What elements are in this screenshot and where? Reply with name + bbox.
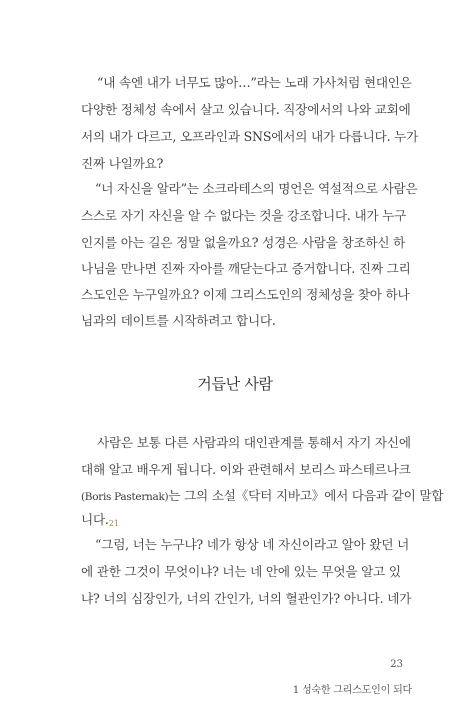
text-line: 인지를 아는 길은 정말 없을까요? 성경은 사람을 창조하신 하 bbox=[81, 235, 406, 250]
text-fragment: 니다. bbox=[81, 512, 109, 527]
text-line: 대해 알고 배우게 됩니다. 이와 관련해서 보리스 파스테르나크 bbox=[81, 462, 411, 477]
text-line: “너 자신을 알라”는 소크라테스의 명언은 역설적으로 사람은 bbox=[95, 181, 418, 196]
author-name: (Boris Pasternak) bbox=[81, 491, 169, 503]
footnote-marker[interactable]: 21 bbox=[108, 519, 119, 528]
text-line: 스스로 자기 자신을 알 수 없다는 것을 강조합니다. 내가 누구 bbox=[81, 208, 407, 223]
text-line: 나님을 만나면 진짜 자아를 깨닫는다고 증거합니다. 진짜 그리 bbox=[81, 261, 411, 276]
text-line: 스도인은 누구일까요? 이제 그리스도인의 정체성을 찾아 하나 bbox=[81, 287, 410, 302]
text-fragment: 는 그의 소설《닥터 지바고》에서 다음과 같이 말합 bbox=[168, 488, 444, 503]
text-line: “내 속엔 내가 너무도 많아…”라는 노래 가사처럼 현대인은 bbox=[97, 75, 412, 90]
text-line: 서의 내가 다르고, 오프라인과 SNS에서의 내가 다릅니다. 누가 bbox=[81, 129, 419, 144]
text-line: 냐? 너의 심장인가, 너의 간인가, 너의 혈관인가? 아니다. 네가 bbox=[81, 591, 412, 606]
section-heading: 거듭난 사람 bbox=[197, 375, 273, 393]
text-line: “그럼, 너는 누구냐? 네가 항상 네 자신이라고 알아 왔던 너 bbox=[95, 537, 410, 552]
text-line: 다양한 정체성 속에서 살고 있습니다. 직장에서의 나와 교회에 bbox=[81, 102, 411, 117]
running-footer-title: 1 성숙한 그리스도인이 되다 bbox=[292, 685, 412, 696]
page-number: 23 bbox=[390, 659, 403, 670]
text-line bbox=[81, 488, 443, 505]
text-line: 사람은 보통 다른 사람과의 대인관계를 통해서 자기 자신에 bbox=[97, 435, 411, 450]
text-line: 에 관한 그것이 무엇이냐? 너는 네 안에 있는 무엇을 알고 있 bbox=[81, 564, 401, 579]
text-line: 진짜 나일까요? bbox=[81, 156, 164, 171]
text-line: 님과의 데이트를 시작하려고 합니다. bbox=[81, 313, 276, 328]
text-line bbox=[81, 512, 119, 530]
